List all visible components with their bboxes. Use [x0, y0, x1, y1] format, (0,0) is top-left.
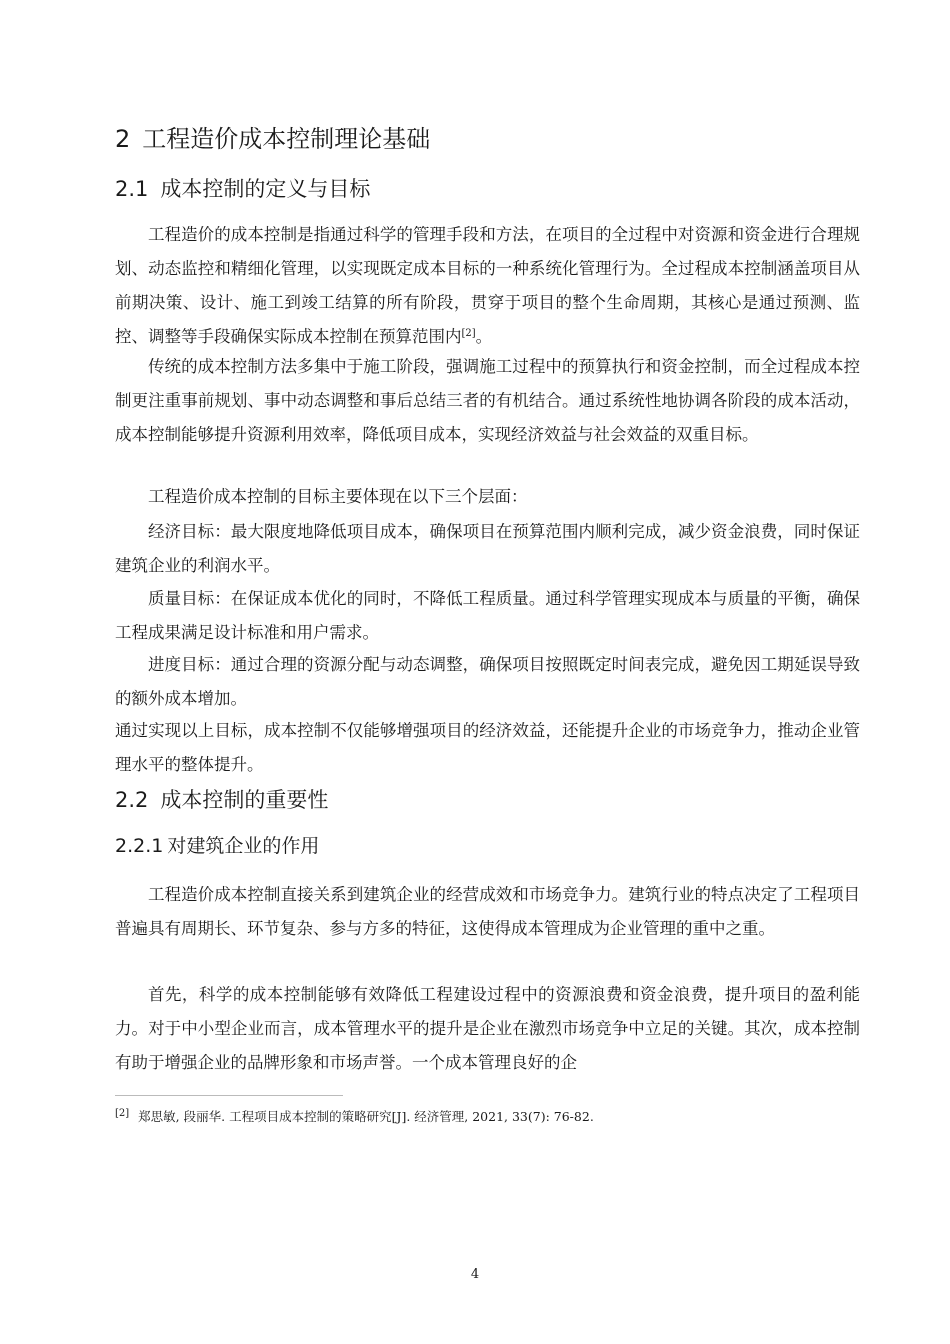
section-2-1-title: 成本控制的定义与目标	[160, 177, 371, 201]
section-2-2-1-heading	[115, 832, 319, 860]
chapter-number: 2	[115, 125, 131, 153]
section-2-1-heading	[115, 174, 370, 204]
footnote-mark: [2]	[115, 1108, 130, 1119]
paragraph-goals-intro: 工程造价成本控制的目标主要体现在以下三个层面：	[148, 487, 528, 506]
section-2-2-number: 2.2	[115, 788, 149, 812]
section-2-2-heading	[115, 785, 328, 815]
section-2-2-1-number: 2.2.1	[115, 835, 164, 857]
footnote-text: 郑思敏, 段丽华. 工程项目成本控制的策略研究[J]. 经济管理, 2021, 33(7): 76-82.	[138, 1109, 594, 1124]
chapter-heading	[115, 122, 430, 156]
paragraph-first-second: 首先，科学的成本控制能够有效降低工程建设过程中的资源浪费和资金浪费，提升项目的盈利能力。对于中小型企业而言，成本管理水平的提升是企业在激烈市场竞争中立足的关键。其次，成本控制有助于增强企业的品牌形象和市场声誉。一个成本管理良好的企	[115, 985, 860, 1072]
footnote-separator	[115, 1095, 343, 1096]
section-2-1-number: 2.1	[115, 177, 149, 201]
section-2-2-1-title: 对建筑企业的作用	[167, 835, 320, 857]
paragraph-summary: 通过实现以上目标，成本控制不仅能够增强项目的经济效益，还能提升企业的市场竞争力，推动企业管理水平的整体提升。	[115, 721, 860, 774]
paragraph-economic-goal: 经济目标：最大限度地降低项目成本，确保项目在预算范围内顺利完成，减少资金浪费，同时保证建筑企业的利润水平。	[115, 522, 860, 575]
paragraph-definition: 工程造价的成本控制是指通过科学的管理手段和方法，在项目的全过程中对资源和资金进行合理规划、动态监控和精细化管理，以实现既定成本目标的一种系统化管理行为。全过程成本控制涵盖项目从前期决策、设计、施工到竣工结算的所有阶段，贯穿于项目的整个生命周期，其核心是通过预测、监控、调整等手段确保实际成本控制在预算范围内[2]。	[115, 225, 860, 346]
paragraph-quality-goal: 质量目标：在保证成本优化的同时，不降低工程质量。通过科学管理实现成本与质量的平衡，确保工程成果满足设计标准和用户需求。	[115, 589, 860, 642]
citation-ref[interactable]: [2]	[461, 328, 476, 339]
footnote	[115, 1104, 860, 1127]
section-2-2-title: 成本控制的重要性	[160, 788, 329, 812]
paragraph-enterprise-role: 工程造价成本控制直接关系到建筑企业的经营成效和市场竞争力。建筑行业的特点决定了工程项目普遍具有周期长、环节复杂、参与方多的特征，这使得成本管理成为企业管理的重中之重。	[115, 885, 860, 938]
page-number: 4	[470, 1267, 480, 1282]
paragraph-traditional: 传统的成本控制方法多集中于施工阶段，强调施工过程中的预算执行和资金控制，而全过程成本控制更注重事前规划、事中动态调整和事后总结三者的有机结合。通过系统性地协调各阶段的成本活动，成本控制能够提升资源利用效率，降低项目成本，实现经济效益与社会效益的双重目标。	[115, 357, 860, 444]
chapter-title: 工程造价成本控制理论基础	[142, 125, 431, 153]
paragraph-schedule-goal: 进度目标：通过合理的资源分配与动态调整，确保项目按照既定时间表完成，避免因工期延误导致的额外成本增加。	[115, 655, 860, 708]
